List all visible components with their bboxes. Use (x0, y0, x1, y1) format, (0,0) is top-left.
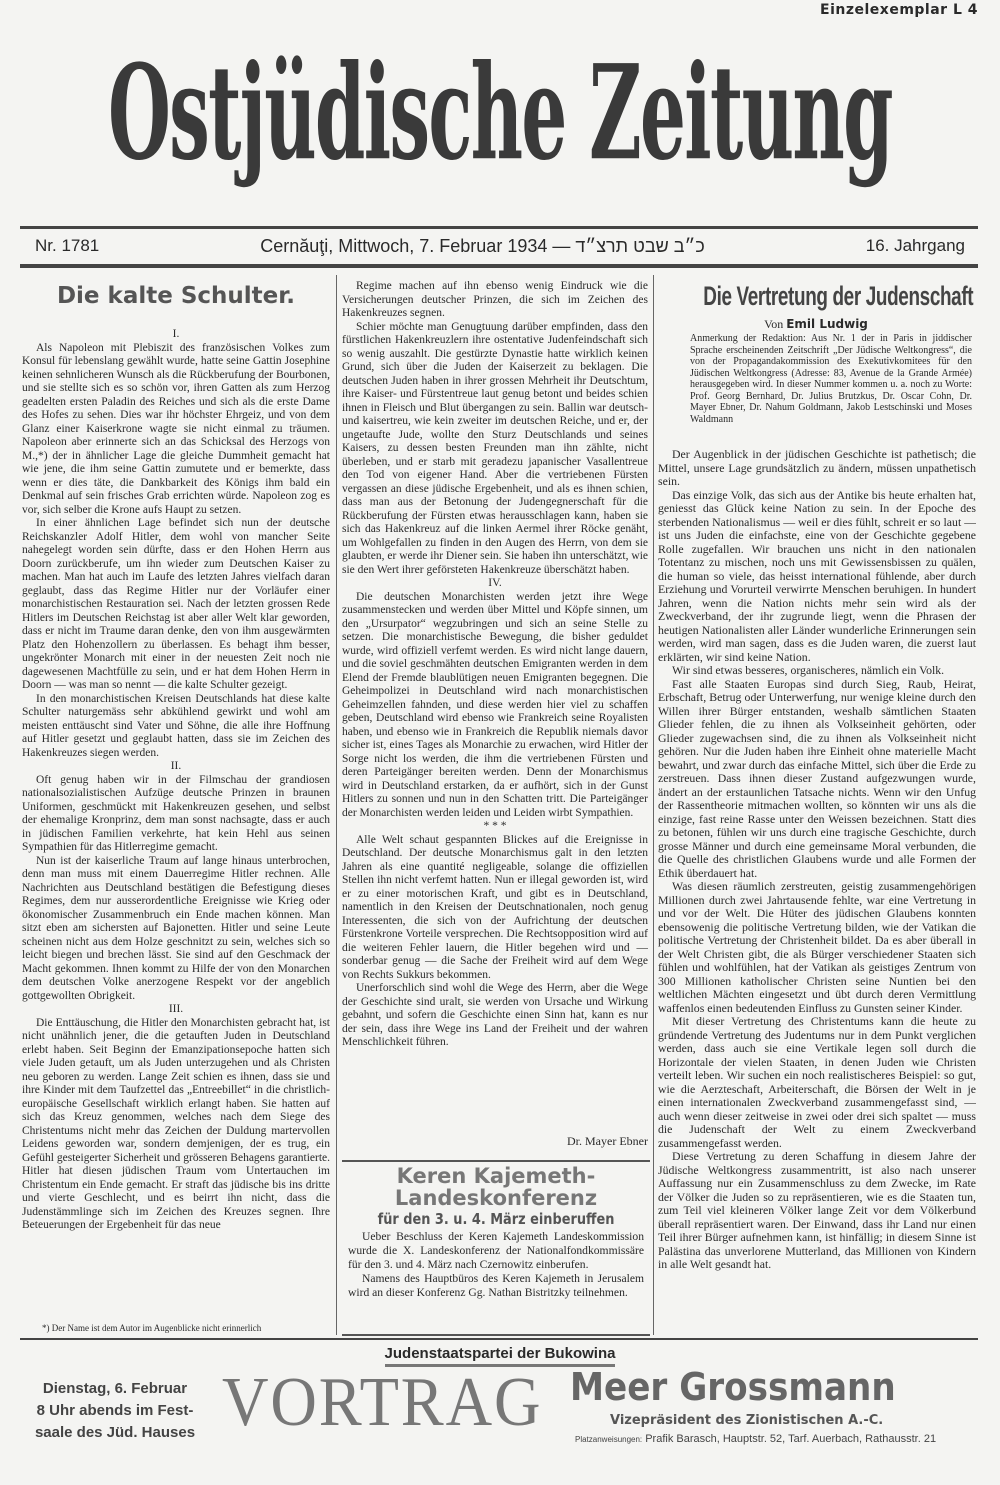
paragraph: Fast alle Staaten Europas sind durch Sieg, Raub, Heirat, Erbschaft, Betrug oder Unterwerfung, nur wenige kleine durch den Willen ihrer Bürger entstanden, weshalb sämtlichen Staaten Glieder fehlen, die zu ihnen als Volkseinheit gehörten, oder Glieder zugewachsen sind, die zu ihnen als Volkseinheit nicht gehören. Nur die Juden haben ihre Einheit ohne materielle Macht bewahrt, und zwar durch das einfache Mittel, sich über die Erde zu zerstreuen. Dass ihnen dieser Zustand aufgezwungen wurde, ändert an der erstaunlichen Tatsache nichts. Wenn wir den Unfug der Rassentheorie mitmachen wollten, so könnten wir uns als die einzige, fast reine Rasse unter den Weissen bezeichnen. Statt dies zu betonen, fühlen wir uns durch eine tragische Geschichte, durch grosse Männer und durch eine gemeinsame Moral verbunden, die die Quelle des christlichen Glaubens wurde und alle Formen der Ethik überdauert hat. (658, 676, 976, 880)
notice-paragraph: Namens des Hauptbüros des Keren Kajemeth in Jerusalem wird an dieser Konferenz Gg. Nathan Bistritzky teilnehmen. (348, 1272, 644, 1299)
hebrew-date: כ״ב שבט תרצ״ד (575, 236, 705, 256)
author-name: Emil Ludwig (786, 317, 868, 331)
date-place (260, 236, 705, 257)
paragraph: Mit dieser Vertretung des Christentums kann die heute zu gründende Vertretung des Judentums nur in dem Punkt verglichen werden, dass auch sie eine Vertikale legen soll durch die Horizontale der vielen Staaten, in denen Juden wie Christen verteilt leben. Wir suchen ein noch realistischeres Beispiel: so gut, wie die Aerzteschaft, Arbeiterschaft, die Börsen der Welt in je einen internationalen Zweckverband zusammengefasst sind, — auch wenn dieser zeitweise in zwei oder drei sich spaltet — muss die Judenschaft der Welt zu einem Zweckverband zusammengefasst werden. (658, 1014, 976, 1150)
section-marker: II. (170, 760, 182, 772)
article-body-right (658, 448, 976, 1326)
header-rule-top (20, 226, 978, 229)
paragraph: Der Augenblick in der jüdischen Geschichte ist pathetisch; die Mittel, unsere Lage grundsätzlich zu ändern, müssen unpathetisch sein. (658, 448, 976, 488)
dateline (35, 236, 965, 257)
article-signature: Dr. Mayer Ebner (567, 1134, 648, 1148)
paragraph: Oft genug haben wir in der Filmschau der grandiosen nationalsozialistischen Aufzüge deutsche Prinzen in braunen Uniformen, geschmückt mit Hakenkreuzen gesehen, und selbst der ehemalige Kronprinz, dem man sonst nachsagte, dass er auch in jüdischen Familien verkehrte, hat kein Hehl aus seinen Sympathien für das Hitlerregime gemacht. (22, 773, 330, 853)
column-divider (336, 275, 337, 1335)
article-body-middle (342, 280, 648, 1131)
ad-line: Dienstag, 6. Februar (42, 1380, 188, 1397)
paragraph: Regime machen auf ihn ebenso wenig Eindruck wie die Versicherungen deutscher Prinzen, die sich im Zeichen des Hakenkreuzes segnen. (342, 280, 648, 319)
article-title: Die kalte Schulter. (56, 283, 296, 309)
paragraph: Diese Vertretung zu deren Schaffung in diesem Jahre der Jüdische Weltkongress zusammentritt, ist also nach unserer Auffassung nur ein Zusammenschluss zu dem Zwecke, im Rate der Völker die Juden so zu repräsentieren, wie es die Staaten tun, zum Teil viel kleineren Völker lange Zeit vor dem Völkerbund überall repräsentiert waren. Der Einwand, dass ihr Land nur einen Teil ihrer Bürger aufnehmen kann, ist hinfällig; in diesem Sinne ist Palästina das unverlorene Mutterland, das Millionen von Kindern in alle Welt gesandt hat. (658, 1149, 976, 1271)
section-marker: III. (168, 1003, 184, 1015)
tickets-locations: Prafik Barasch, Hauptstr. 52, Tarf. Auerbach, Rathausstr. 21 (645, 1433, 937, 1445)
paragraph: Schier möchte man Genugtuung darüber empfinden, dass den fürstlichen Hakenkreuzlern ihre ostentative Judenfeindschaft sich so wenig auszahlt. Die gestürzte Dynastie hatte wirklich keinen Grund, sich über die Juden der Kaiserzeit zu beklagen. Die deutschen Juden haben in ihrer grossen Mehrheit ihr Deutschtum, ihre Kaiser- und Fürstentreue laut genug betont und beides schien ihnen in Fleisch und Blut übergangen zu sein. Ballin war deutsch- und kaisertreu, wie kein zweiter im deutschen Reiche, und er, der ungetaufte Jude, wollte den Sturz Deutschlands und seines Kaisers, zu dessen besten Freunden man ihn zählte, nicht überleben, und er starb mit geradezu japanischer Vasallentreue den Tod von eigener Hand. Aber die vertriebenen Fürsten vergassen an diese jüdische Ergebenheit, und als es ihnen schien, dass man aus der Betonung der Judengegnerschaft für die Rückberufung der Fürsten etwas herausschlagen kann, haben sie sich das Hakenkreuz auf die linken Aermel ihrer Röcke genäht, um Wohlgefallen zu finden in den Augen des Herrn, von dem sie glaubten, er werde ihr Diener sein. Sie haben ihn unterschätzt, wie sie den Wert ihrer geförsteten Hakenkreuze überschätzt haben. (342, 320, 648, 576)
paragraph: Das einzige Volk, das sich aus der Antike bis heute erhalten hat, geniesst das Glück keine Nation zu sein. In der Epoche des sterbenden Nationalismus — weil er dies fühlt, schreit er so laut — ist uns Juden die einfachste, eine von der Geschichte gegebene Rolle zugefallen. Wir brauchen uns nicht in den nationalen Totentanz zu mischen, noch uns mit Gewissensbissen zu quälen, die human so viele, das heisst international fühlende, aber durch Erziehung und Vorurteil verwirrte Menschen beruhigen. In hundert Jahren, wenn die Nation nichts mehr sein wird als der Zweckverband, der ihr zugrunde liegt, wenn die Phrasen der heutigen Nationalisten aller Länder wunderliche Erinnerungen sein werden, wird man sagen, dass es die Juden waren, die zuerst laut erklärten, wir sind keine Nation. (658, 487, 976, 664)
tickets-label: Platzanweisungen: (575, 1435, 643, 1444)
footer-rule (20, 1338, 978, 1340)
notice-box (342, 1160, 650, 1336)
editor-note: Anmerkung der Redaktion: Aus Nr. 1 der in Paris in jiddischer Sprache erscheinenden Zeitschrift „Der Jüdische Weltkongress“, die von der Propagandakommission des Exekutivkomitees für den Jüdischen Weltkongress (Adresse: 83, Avenue de la Grande Armée) herausgegeben wird. In dieser Nummer kommen u. a. noch zu Worte: Prof. Georg Bernhard, Dr. Julius Brutzkus, Dr. Oscar Cohn, Dr. Mayer Ebner, Dr. Nahum Goldmann, Jakob Lestschinski und Moses Waldmann (690, 333, 972, 425)
party-name: Judenstaatspartei der Bukowina (385, 1345, 616, 1367)
paragraph: Die Enttäuschung, die Hitler den Monarchisten gebracht hat, ist nicht unähnlich jener, die die getauften Juden in Deutschland erlebt haben. Seit Beginn der Emanzipationsepoche hatten sich viele Juden getauft, um als Juden unterzugehen und als Christen neu geboren zu werden. Lange Zeit schien es ihnen, dass sie und ihre Kinder mit dem Taufzettel das „Entreebillet“ in die christlich-europäische Gesellschaft wirklich erlangt haben. Sie hatten auf sich das Kreuz genommen, welches nach dem Siege des Christentums nicht mehr das Zeichen der Duldung martervollen Leidens geworden war, sondern demjenigen, der es trug, ein Gefühl gesteigerter Sicherheit und grösseren Behagens garantierte. Hitler hat diesen jüdischen Traum vom Untertauchen im Christentum ein Ende gemacht. Er straft das jüdische bis ins dritte und vierte Geschlecht, und es beirrt ihn nicht, dass die Judenstämmlinge sich im Zeichen des Kreuzes segnen. Ihre Beteuerungen der Ergebenheit für das neue (22, 1016, 330, 1231)
ad-line: saale des Jüd. Hauses (34, 1424, 196, 1441)
paragraph: Nun ist der kaiserliche Traum auf lange hinaus unterbrochen, denn man muss mit einem Dauerregime Hitler rechnen. Alle Nachrichten aus Deutschland bestätigen die Befestigung dieses Regimes, dem nur ausserordentliche Ereignisse wie Krieg oder ökonomischer Zusammenbruch ein Ende machen können. Man sitzt eben am sichersten auf Bajonetten. Hitler und seine Leute scheinen nicht aus dem Holze geschnitzt zu sein, welches sich so leicht biegen und brechen lässt. Sie sind auf den Geschmack der Macht gekommen. Ihnen kommt zu Hilfe der von den Monarchen dem deutschen Volke anerzogene Respekt vor der angeblich gottgewollten Obrigkeit. (22, 854, 330, 1002)
issue-number: Nr. 1781 (35, 236, 100, 255)
column-divider (653, 275, 654, 1335)
notice-paragraph: Ueber Beschluss der Keren Kajemeth Landeskommission wurde die X. Landeskonferenz der Nationalfondkommissäre für den 3. und 4. März nach Czernowitz einberufen. (348, 1230, 644, 1271)
paragraph: Die deutschen Monarchisten werden jetzt ihre Wege zusammenstecken und werden über Mittel und Köpfe sinnen, um den „Ursurpator“ wegzubringen und sich an seine Stelle zu setzen. Die monarchistische Bewegung, die bisher geduldet wurde, wird offiziell verfemt werden. Es wird nicht lange dauern, und die soviel geschmähten deutschen Emigranten werden in dem Elend der Fremde blaublütigen neuen Emigranten begegnen. Die Geheimpolizei in Deutschland wird nach monarchistischen Geheimzellen fahnden, und diese werden hier viel zu schaffen geben, Deutschland wird ebenso wie Frankreich seine Royalisten haben, und ebenso wie in Frankreich die Republik niemals davor sicher ist, eines Tages als Monarchie zu erwachen, wird Hitler der Sorge nicht los werden, die ihm die vertriebenen Fürsten und deren Parteigänger bereiten werden. Denn der Monarchismus wird in Deutschland erstarken, da er aufhört, sich in der Gunst Hitlers zu sonnen und nun in den Schatten tritt. Die Parteigänger der Monarchisten werden leiden und Leiden wirbt Sympathien. (342, 590, 648, 819)
paragraph: Alle Welt schaut gespannten Blickes auf die Ereignisse in Deutschland. Der deutsche Monarchismus galt in den letzten Jahren als eine quantité negligeable, solange die offiziellen Stellen ihn nicht verfemt hatten. Nun er illegal geworden ist, wird er zu einer motorischen Kraft, und gibt es in Deutschland, namentlich in den Kreisen der Deutschnationalen, noch genug Interessenten, die sich von der Aufrichtung der deutschen Fürstenkrone Vorteile versprechen. Die Rechtsopposition wird auf die weiteren Fehler lauern, die Hitler begehen wird und — sonderbar genug — die Sache der Freiheit wird auf dem Wege von Rechts Sukkurs bekommen. (342, 833, 648, 981)
ad-party-name (0, 1345, 1000, 1363)
volume-year: 16. Jahrgang (865, 236, 965, 255)
ad-speaker-role: Vizepräsident des Zionistischen A.-C. (610, 1413, 884, 1428)
paragraph: Als Napoleon mit Plebiszit des französischen Volkes zum Konsul für lebenslang gewählt wurde, hatte seine Gattin Josephine keinen sehnlicheren Wunsch als die Rückberufung der Bourbonen, und sie stellte sich es so schön vor, ihren Gatten als zum Herzog geadelten ersten Paladin des Reiches und sich als die erste Dame des Hofes zu sehen. Dies war ihr höchster Ehrgeiz, und von dem Glanz einer Kaiserkrone wagte sie nicht einmal zu träumen. Napoleon aber erinnerte sich an das Schicksal des Herzogs von M.,*) der in ähnlicher Lage die gleiche Dummheit gemacht hat wie jene, die ihm seine Gattin zumutete und er bemerkte, dass wenn er dies täte, die Dankbarkeit des Königs ihm bald ein Denkmal auf sein frisches Grab errichten würde. Napoleon zog es vor, sich selber die Krone aufs Haupt zu setzen. (22, 341, 330, 516)
paragraph: Was diesen räumlich zerstreuten, geistig zusammengehörigen Millionen durch zwei Jahrtausende fehlte, war eine Vertretung in und vor der Welt. Die Hüter des jüdischen Glaubens konnten ebensowenig die politische Vertretung bilden, wie der Vatikan die politische Vertretung der Christenheit bildet. Da es aber überall in der Welt Christen gibt, die als Bürger verschiedener Staaten sich fühlen und wohlfühlen, hat der Vatikan als geistiges Zentrum von 300 Millionen katholischer Christen seine Nuntien bei den weltlichen Mächten eingesetzt und übt durch deren Vermittlung waffenlos einen bedeutenden Einfluss zu Gunsten seiner Kinder. (658, 879, 976, 1015)
ad-event-time (20, 1378, 210, 1444)
paragraph: In den monarchistischen Kreisen Deutschlands hat diese kalte Schulter naturgemäss sehr abkühlend gewirkt und wohl am meisten enttäuscht sind Vater und Söhne, die alle ihre Hoffnung auf Hitler gesetzt und geglaubt hatten, dass sie im Zeichen des Hakenkreuzes siegen werden. (22, 692, 330, 759)
article-title: Die Vertretung der Judenschaft (703, 281, 974, 311)
section-marker: * * * (483, 820, 507, 832)
date-text: Cernăuţi, Mittwoch, 7. Februar 1934 — (260, 236, 571, 256)
section-marker: IV. (488, 577, 502, 589)
byline-prefix: Von (764, 317, 784, 331)
ad-headline: VORTRAG (222, 1364, 543, 1441)
notice-subtitle: für den 3. u. 4. März einberuffen (377, 1210, 615, 1228)
ad-line: 8 Uhr abends im Fest- (36, 1402, 194, 1419)
article-body-left (22, 328, 330, 1314)
section-marker: I. (172, 328, 180, 340)
header-rule-bottom (20, 264, 978, 268)
edition-price-label: Einzelexemplar L 4 (820, 2, 978, 18)
ad-tickets (575, 1432, 936, 1447)
footnote: *) Der Name ist dem Autor im Augenblicke nicht erinnerlich (42, 1323, 262, 1333)
paragraph: Unerforschlich sind wohl die Wege des Herrn, aber die Wege der Geschichte sind uralt, sie werden von Ursache und Wirkung gebahnt, und sofern die Geschichte einen Sinn hat, kann es nur der sein, dass ihre Wege ins Land der Freiheit und der wahren Menschlichkeit führen. (342, 982, 648, 1048)
paragraph: Wir sind etwas besseres, organischeres, nämlich ein Volk. (672, 663, 945, 677)
paragraph: In einer ähnlichen Lage befindet sich nun der deutsche Reichskanzler Adolf Hitler, dem wohl von mancher Seite nahegelegt worden sein dürfte, dass er den Hohen Herrn aus Doorn zurückberufe, um ihn wieder zum Deutschen Kaiser zu machen. Man hat auch im Laufe des letzten Jahres vielfach daran geglaubt, dass das Regime Hitler nur der Vorläufer einer monarchistischen Restauration sei. Nach der letzten grossen Rede Hitlers im Deutschen Reichstag ist aber aller Welt klar geworden, dass er nicht im Traume daran denke, den von ihm ausgewärmten Platz den Hohenzollern zu überlassen. Es behagt ihm besser, ungekrönter Monarch mit einer in der neuesten Zeit noch nie dagewesenen Machtfülle zu sein, und er hat dem Hohen Herrn in Doorn — was man so nennt — die kalte Schulter gezeigt. (22, 517, 330, 691)
byline (655, 317, 977, 331)
ad-speaker: Meer Grossmann (570, 1365, 896, 1409)
newspaper-masthead: Ostjüdische Zeitung (108, 36, 892, 191)
notice-title: Keren Kajemeth-Landeskonferenz (394, 1164, 598, 1210)
